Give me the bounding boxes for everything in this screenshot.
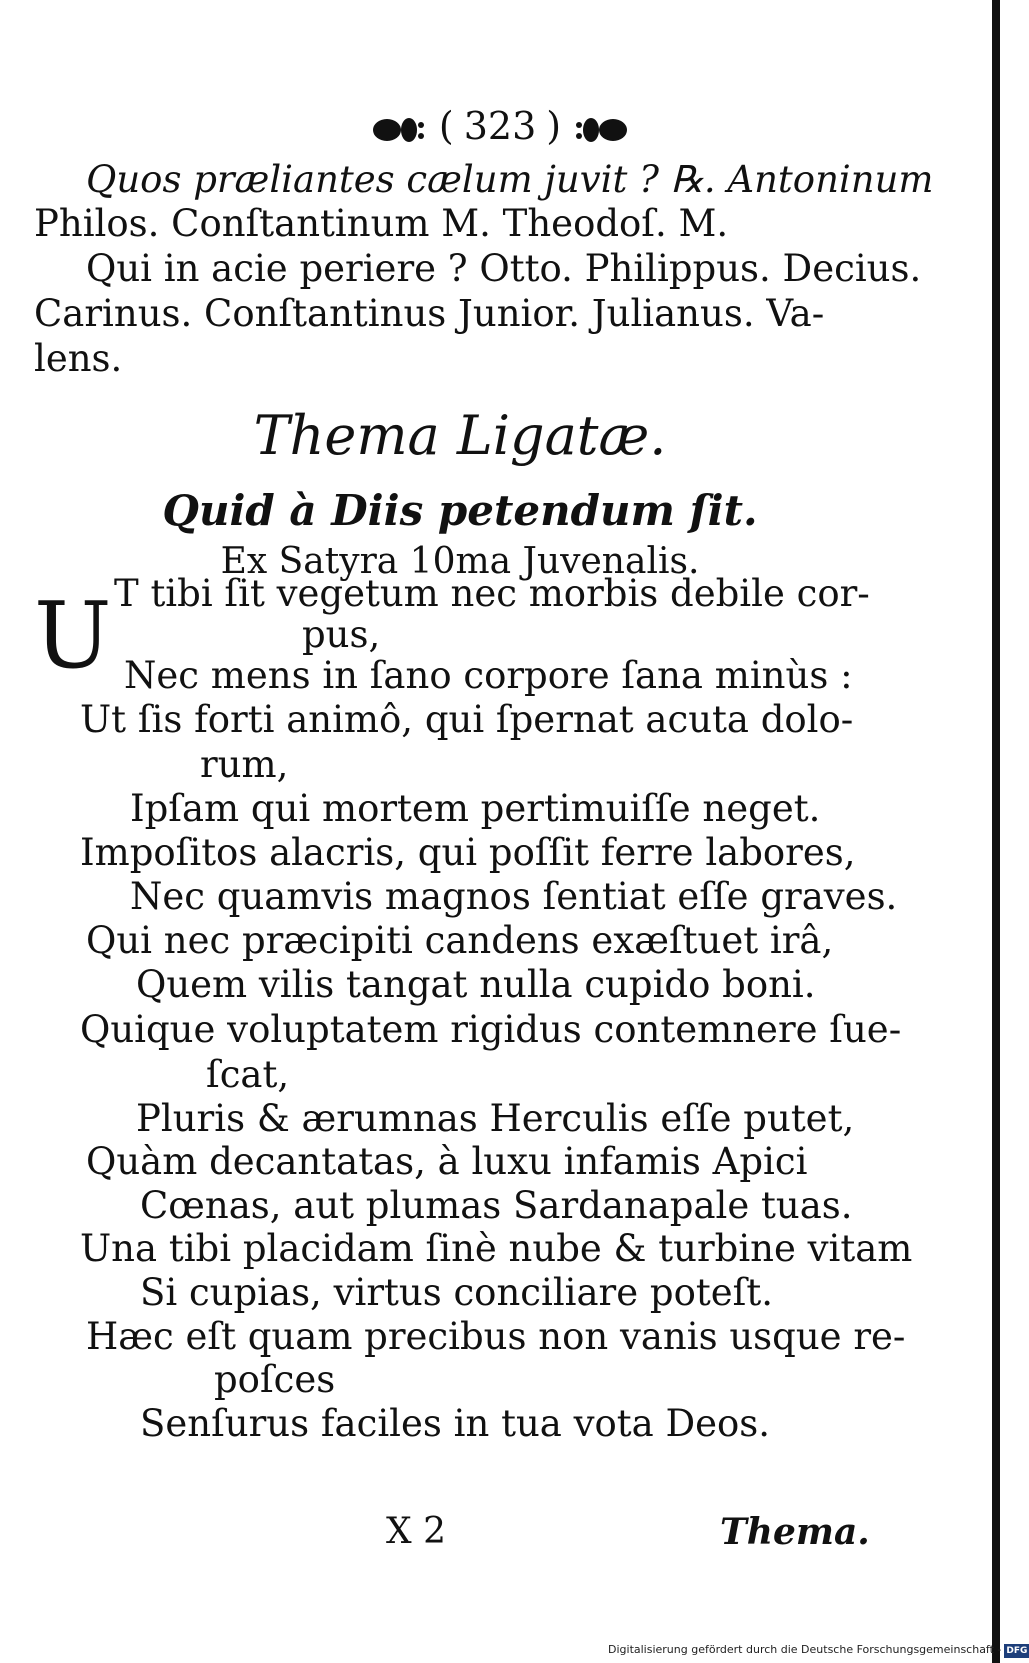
poem-line-17: Si cupias, virtus conciliare poteſt. <box>140 1271 773 1314</box>
poem-line-11: Quique voluptatem rigidus contemnere ſue- <box>80 1008 902 1051</box>
poem-line-6: Ipſam qui mortem pertimuiſſe neget. <box>130 787 821 830</box>
intro-line-3: Qui in acie periere ? Otto. Philippus. Decius. <box>86 247 922 290</box>
poem-line-8: Nec quamvis magnos ſentiat eſſe graves. <box>130 875 898 918</box>
intro-line-5: lens. <box>34 337 123 380</box>
poem-line-14: Quàm decantatas, à luxu infamis Apici <box>86 1140 808 1183</box>
poem-line-1: T tibi ſit vegetum nec morbis debile cor- <box>114 572 870 615</box>
poem-line-7: Impoſitos alacris, qui poſſit ferre labores, <box>80 831 856 874</box>
intro-line-2: Philos. Conſtantinum M. Theodoſ. M. <box>34 202 729 245</box>
scan-edge <box>992 0 1000 1663</box>
poem-question: Quid à Diis petendum ſit. <box>162 486 758 535</box>
intro-line-1: Quos prӕliantes cӕlum juvit ? ℞. Antoninum <box>86 158 934 201</box>
poem-line-5: rum, <box>200 743 289 786</box>
poem-line-10: Quem vilis tangat nulla cupido boni. <box>136 963 816 1006</box>
catchword: Thema. <box>720 1511 870 1553</box>
dfg-logo-icon: DFG <box>1006 1646 1028 1656</box>
poem-title: Thema Ligatӕ. <box>253 404 667 467</box>
ornament-right-icon <box>573 115 629 145</box>
poem-line-18: Hӕc eſt quam precibus non vanis usque re- <box>86 1315 906 1358</box>
drop-cap-initial: U <box>34 582 112 689</box>
credit-text: Digitalisierung gefördert durch die Deutsche Forschungsgemeinschaft - <box>608 1643 1002 1656</box>
page-number: 323 <box>463 104 537 148</box>
poem-source: Ex Satyra 10ma Juvenalis. <box>220 541 700 582</box>
poem-line-4: Ut ſis forti animô, qui ſpernat acuta dolo- <box>80 698 854 741</box>
poem-line-15: Cœnas, aut plumas Sardanapale tuas. <box>140 1184 853 1227</box>
signature-mark: X 2 <box>386 1511 446 1552</box>
ornament-left-icon <box>371 115 427 145</box>
poem-line-3: Nec mens in ſano corpore ſana minùs : <box>124 654 853 697</box>
poem-line-20: Senſurus faciles in tua vota Deos. <box>140 1402 771 1445</box>
page-header: ( 323 ) <box>0 104 1000 148</box>
digitization-credit <box>608 1643 1029 1658</box>
poem-line-9: Qui nec prӕcipiti candens exӕſtuet irâ, <box>86 919 834 962</box>
poem-line-16: Una tibi placidam ſinè nube & turbine vitam <box>80 1227 913 1270</box>
poem-line-13: Pluris & ӕrumnas Herculis eſſe putet, <box>136 1097 855 1140</box>
poem-line-12: ſcat, <box>206 1053 290 1096</box>
poem-line-19: poſces <box>214 1358 336 1401</box>
poem-line-2: pus, <box>302 613 381 656</box>
intro-line-4: Carinus. Conſtantinus Junior. Julianus. Va- <box>34 292 825 335</box>
